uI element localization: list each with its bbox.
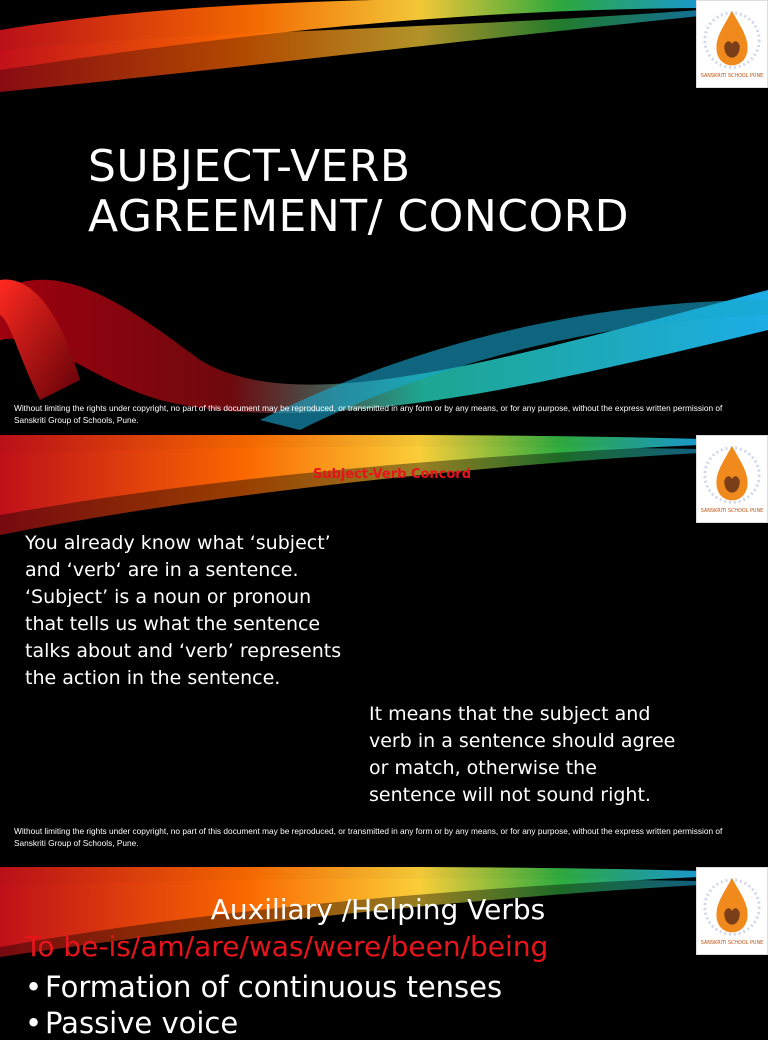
slide-3-heading: Auxiliary /Helping Verbs <box>210 893 546 926</box>
bullet-text: Formation of continuous tenses <box>45 970 503 1004</box>
bullet-item <box>25 1006 238 1040</box>
copyright-footer: Without limiting the rights under copyright, no part of this document may be reproduced, or transmitted in any form or by any means, or for any purpose, without the express written permission of Sanskriti Group of Schools, Pune. <box>14 403 723 425</box>
svg-text:SANSKRITI SCHOOL PUNE: SANSKRITI SCHOOL PUNE <box>700 508 764 515</box>
slide-title-line-2: AGREEMENT/ CONCORD <box>88 191 630 242</box>
bullet-item <box>25 970 502 1004</box>
slide-title-line-1: SUBJECT-VERB <box>88 141 411 192</box>
slide-2-paragraph-1: You already know what ‘subject’ and ‘verb‘ are in a sentence. ‘Subject’ is a noun or pronoun that tells us what the sentence talks about and ‘verb’ represents the action in the sentence. <box>25 532 342 689</box>
slide-3-subheading: To be-is/am/are/was/were/been/being <box>25 930 549 963</box>
swoosh-decoration-slide-2 <box>0 435 768 535</box>
copyright-footer: Without limiting the rights under copyright, no part of this document may be reproduced, or transmitted in any form or by any means, or for any purpose, without the express written permission of Sanskriti Group of Schools, Pune. <box>14 826 723 848</box>
bullet-dot-icon: • <box>25 970 43 1004</box>
slide-title <box>88 142 728 242</box>
bullet-dot-icon: • <box>25 1006 43 1040</box>
svg-text:SANSKRITI SCHOOL PUNE: SANSKRITI SCHOOL PUNE <box>700 940 764 947</box>
slide-2-paragraph-2: It means that the subject and verb in a sentence should agree or match, otherwise the sentence will not sound right. <box>369 703 676 806</box>
bullet-text: Passive voice <box>45 1006 239 1040</box>
slide-1 <box>0 0 768 433</box>
slide-2-heading: Subject-Verb Concord <box>312 467 472 482</box>
school-logo <box>696 0 768 88</box>
school-logo-icon <box>697 1 767 87</box>
svg-text:SANSKRITI SCHOOL PUNE: SANSKRITI SCHOOL PUNE <box>700 73 764 80</box>
